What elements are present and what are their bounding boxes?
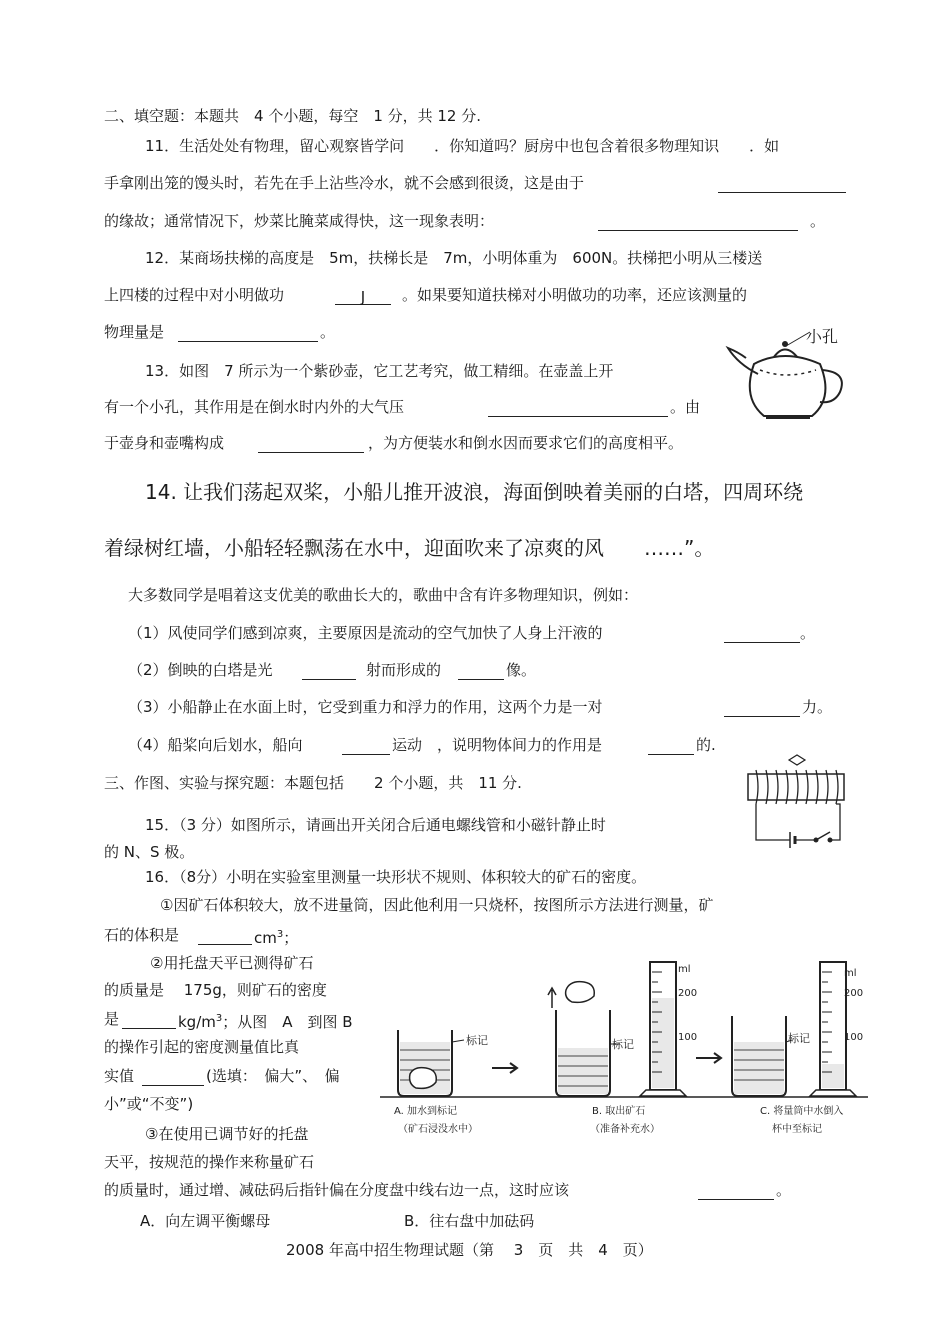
q16-l11: 天平，按规范的操作来称量矿石 — [104, 1153, 315, 1171]
q16-blank-density[interactable] — [122, 1012, 176, 1029]
q16-l4: ②用托盘天平已测得矿石 — [150, 954, 314, 972]
caption-a-line2: （矿石浸没水中） — [398, 1124, 478, 1135]
compass-needle-icon — [789, 755, 805, 765]
q16-blank-choice[interactable] — [698, 1183, 774, 1200]
q16-density-unit: kg/m — [178, 1013, 216, 1031]
q14-blank3[interactable] — [458, 663, 504, 680]
q14-intro: 大多数同学是唱着这支优美的歌曲长大的，歌曲中含有许多物理知识，例如： — [128, 586, 639, 604]
q11-blank2[interactable] — [598, 214, 798, 231]
section2-heading: 二、填空题：本题共 4 个小题，每空 1 分，共 12 分. — [104, 107, 482, 125]
q11-line3-end: 。 — [810, 212, 826, 230]
q16-l8b: (选填： 偏大”、 偏 — [206, 1067, 340, 1085]
q13-blank1[interactable] — [488, 400, 668, 417]
q16-l12a: 的质量时，通过增、减砝码后指针偏在分度盘中线右边一点，这时应该 — [104, 1181, 570, 1199]
q14-line1: 14. 让我们荡起双桨，小船儿推开波浪，海面倒映着美丽的白塔，四周环绕 — [145, 480, 804, 504]
q14-blank2[interactable] — [302, 663, 356, 680]
q14-blank6[interactable] — [648, 738, 694, 755]
q13-line3b: ，为方便装水和倒水因而要求它们的高度相平。 — [368, 434, 684, 452]
q14-p2a: （2）倒映的白塔是光 — [128, 661, 273, 679]
beaker-c-mark-label: 标记 — [788, 1032, 810, 1045]
switch-contact-right — [828, 838, 833, 843]
q14-p4a: （4）船桨向后划水，船向 — [128, 736, 303, 754]
q16-l6a: 是 — [104, 1010, 120, 1028]
teapot-hole-label: 小孔 — [806, 327, 839, 346]
q12-line3a: 物理量是 — [104, 323, 165, 341]
cylinder1-tick-100: 100 — [678, 1032, 698, 1043]
ore-rock-a — [410, 1068, 437, 1089]
beaker-c — [732, 1016, 810, 1096]
cylinder1-unit-label: ml — [678, 964, 691, 975]
lift-arrow-icon — [548, 988, 556, 1008]
teapot-knob — [782, 341, 788, 347]
q11-blank1[interactable] — [718, 176, 846, 193]
q11-line3 — [104, 211, 494, 231]
q15-line1: 15．（3 分）如图所示，请画出开关闭合后通电螺线管和小磁针静止时 — [145, 816, 606, 834]
cylinder2-tick-200: 200 — [844, 988, 864, 999]
circuit-wire-right — [832, 804, 840, 840]
arrow-a-to-b-icon — [492, 1063, 517, 1073]
caption-c-line1: C. 将量筒中水倒入 — [760, 1106, 844, 1117]
beaker-b — [548, 982, 634, 1096]
q14-p4c: 的. — [696, 736, 716, 754]
ore-rock-b — [566, 982, 595, 1003]
teapot-body — [750, 356, 826, 416]
q13-line3a: 于壶身和壶嘴构成 — [104, 434, 225, 452]
q12-line3-end: 。 — [320, 323, 336, 341]
q16-l5: 的质量是 175g，则矿石的密度 — [104, 981, 327, 999]
q16-l7: 的操作引起的密度测量值比真 — [104, 1038, 300, 1056]
q12-line2b: 。如果要知道扶梯对小明做功的功率，还应该测量的 — [402, 286, 748, 304]
q14-blank5[interactable] — [342, 738, 390, 755]
beaker-a-mark-label: 标记 — [466, 1034, 488, 1047]
q16-l10: ③在使用已调节好的托盘 — [145, 1125, 309, 1143]
beaker-b-mark-label: 标记 — [612, 1038, 634, 1051]
q13-blank2[interactable] — [258, 436, 364, 453]
q16-l12b: 。 — [776, 1181, 792, 1199]
arrow-b-to-c-icon — [696, 1053, 721, 1063]
q14-blank4[interactable] — [724, 700, 800, 717]
q16-blank-compare[interactable] — [142, 1069, 204, 1086]
q16-volume-unit: cm — [254, 929, 277, 947]
circuit-wire-left — [756, 804, 790, 840]
q14-p4b: 运动 ，说明物体间力的作用是 — [392, 736, 603, 754]
caption-c-line2: 杯中至标记 — [772, 1124, 822, 1135]
q11-line3-text: 的缘故；通常情况下，炒菜比腌菜咸得快，这一现象表明： — [104, 212, 495, 230]
q14-p1a: （1）风使同学们感到凉爽，主要原因是流动的空气加快了人身上汗液的 — [128, 624, 603, 642]
q16-line1: 16．（8分）小明在实验室里测量一块形状不规则、体积较大的矿石的密度。 — [145, 868, 647, 886]
q11-line1: 11．生活处处有物理，留心观察皆学问 ．你知道吗？厨房中也包含着很多物理知识 ．如 — [145, 137, 780, 155]
q16-option-b[interactable]: B．往右盘中加砝码 — [404, 1212, 535, 1230]
cylinder1-tick-200: 200 — [678, 988, 698, 999]
q16-line3-end: ； — [283, 929, 299, 947]
q16-l9: 小”或“不变”) — [104, 1095, 194, 1113]
q13-line1: 13．如图 7 所示为一个紫砂壶，它工艺考究，做工精细。在壶盖上开 — [145, 362, 614, 380]
q14-line2: 着绿树红墙，小船轻轻飘荡在水中，迎面吹来了凉爽的风 ……”。 — [104, 536, 715, 560]
q12-blank-work[interactable] — [335, 288, 391, 305]
graduated-cylinder-1 — [640, 962, 697, 1096]
graduated-cylinder-2 — [810, 962, 863, 1096]
q13-line2b: 。由 — [670, 398, 701, 416]
caption-b-line1: B. 取出矿石 — [592, 1106, 646, 1117]
solenoid-core — [748, 774, 844, 800]
q15-line2: 的 N、S 极。 — [104, 843, 195, 861]
q16-volume-unit-sup: 3 — [276, 929, 284, 940]
q16-blank-volume[interactable] — [198, 928, 252, 945]
q14-p3a: （3）小船静止在水面上时，它受到重力和浮力的作用，这两个力是一对 — [128, 698, 603, 716]
page-footer: 2008 年高中招生物理试题（第 3 页 共 4 页） — [286, 1241, 653, 1259]
q16-l8a: 实值 — [104, 1067, 135, 1085]
section3-heading: 三、作图、实验与探究题：本题包括 2 个小题，共 11 分. — [104, 774, 522, 792]
q14-p1b: 。 — [800, 624, 816, 642]
q12-line2a: 上四楼的过程中对小明做功 — [104, 286, 285, 304]
cylinder2-tick-100: 100 — [844, 1032, 864, 1043]
q14-p3b: 力。 — [802, 698, 833, 716]
caption-a-line1: A. 加水到标记 — [394, 1106, 458, 1117]
q14-blank1[interactable] — [724, 626, 800, 643]
beaker-a — [398, 1030, 488, 1096]
q12-line1: 12．某商场扶梯的高度是 5m，扶梯长是 7m，小明体重为 600N。扶梯把小明从三楼送 — [145, 249, 763, 267]
q16-density-unit-sup: 3 — [215, 1013, 223, 1024]
q16-option-a[interactable]: A．向左调平衡螺母 — [140, 1212, 271, 1230]
q14-p2c: 像。 — [506, 661, 537, 679]
q12-unit: J — [360, 288, 366, 306]
q16-line3-unit — [254, 925, 298, 948]
cylinder2-unit-label: ml — [844, 968, 857, 979]
q12-blank-quantity[interactable] — [178, 325, 318, 342]
q16-line3a: 石的体积是 — [104, 926, 180, 944]
q14-p2b: 射而形成的 — [366, 661, 442, 679]
q16-l6b: ；从图 A 到图 B — [222, 1013, 353, 1031]
q16-l6-rest — [178, 1009, 353, 1032]
caption-b-line2: （准备补充水） — [590, 1124, 660, 1135]
solenoid-figure — [742, 752, 850, 852]
q11-line2: 手拿刚出笼的馒头时，若先在手上沾些冷水，就不会感到很烫，这是由于 — [104, 174, 585, 192]
q13-line2a: 有一个小孔，其作用是在倒水时内外的大气压 — [104, 398, 405, 416]
q16-line2: ①因矿石体积较大，放不进量筒，因此他利用一只烧杯，按图所示方法进行测量，矿 — [160, 896, 714, 914]
teapot-figure — [724, 318, 854, 430]
density-experiment-figure — [380, 950, 870, 1145]
